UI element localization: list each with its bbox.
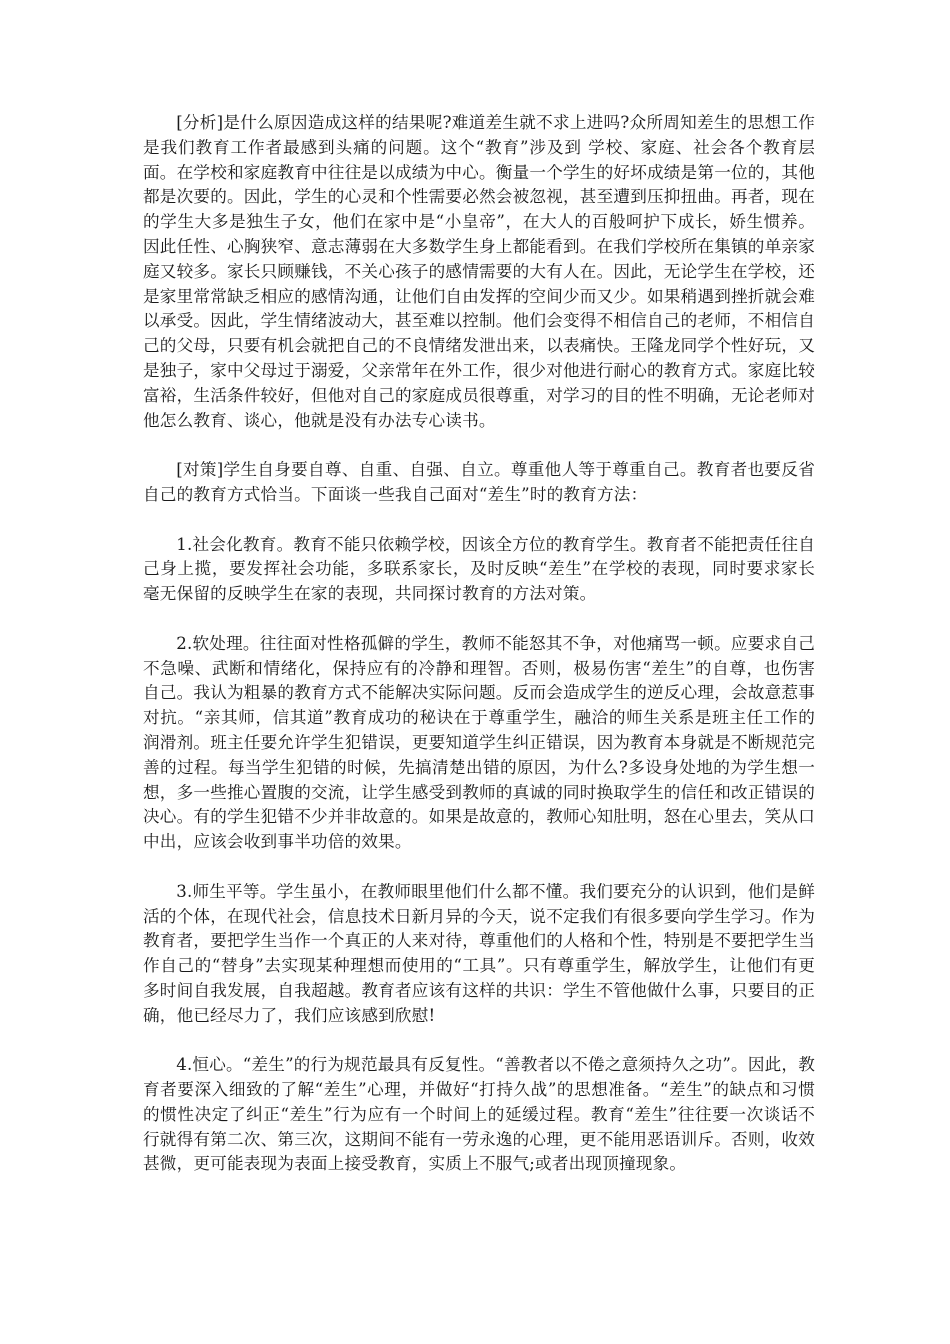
paragraph-point-2: 2.软处理。往往面对性格孤僻的学生，教师不能怒其不争，对他痛骂一顿。应要求自己不急噪、武断和情绪化，保持应有的冷静和理智。否则，极易伤害“差生”的自尊，也伤害自己。我认为粗暴的教育方式不能解决实际问题。反而会造成学生的逆反心理，会故意惹事对抗。“亲其师，信其道”教育成功的秘诀在于尊重学生，融洽的师生关系是班主任工作的润滑剂。班主任要允许学生犯错误，更要知道学生纠正错误，因为教育本身就是不断规范完善的过程。每当学生犯错的时候，先搞清楚出错的原因，为什么?多设身处地的为学生想一想，多一些推心置腹的交流，让学生感受到教师的真诚的同时换取学生的信任和改正错误的决心。有的学生犯错不少并非故意的。如果是故意的，教师心知肚明，怒在心里去，笑从口中出，应该会收到事半功倍的效果。 — [143, 633, 815, 852]
paragraph-point-3: 3.师生平等。学生虽小，在教师眼里他们什么都不懂。我们要充分的认识到，他们是鲜活的个体，在现代社会，信息技术日新月异的今天，说不定我们有很多要向学生学习。作为教育者，要把学生当作一个真正的人来对待，尊重他们的人格和个性，特别是不要把学生当作自己的“替身”去实现某种理想而使用的“工具”。只有尊重学生，解放学生，让他们有更多时间自我发展，自我超越。教育者应该有这样的共识：学生不管他做什么事，只要目的正确，他已经尽力了，我们应该感到欣慰! — [143, 881, 815, 1025]
paragraph-strategy: [对策]学生自身要自尊、自重、自强、自立。尊重他人等于尊重自己。教育者也要反省自己的教育方式恰当。下面谈一些我自己面对“差生”时的教育方法： — [143, 460, 815, 504]
paragraph-point-4: 4.恒心。“差生”的行为规范最具有反复性。“善教者以不倦之意须持久之功”。因此，教育者要深入细致的了解“差生”心理，并做好“打持久战”的思想准备。“差生”的缺点和习惯的惯性决定了纠正“差生”行为应有一个时间上的延缓过程。教育“差生”往往要一次谈话不行就得有第二次、第三次，这期间不能有一劳永逸的心理，更不能用恶语训斥。否则，收效甚微，更可能表现为表面上接受教育，实质上不服气;或者出现顶撞现象。 — [143, 1055, 815, 1174]
paragraph-analysis: [分析]是什么原因造成这样的结果呢?难道差生就不求上进吗?众所周知差生的思想工作是我们教育工作者最感到头痛的问题。这个“教育”涉及到 学校、家庭、社会各个教育层面。在学校和家庭教育中往往是以成绩为中心。衡量一个学生的好坏成绩是第一位的，其他都是次要的。因此，学生的心灵和个性需要必然会被忽视，甚至遭到压抑扭曲。再者，现在的学生大多是独生子女，他们在家中是“小皇帝”，在大人的百般呵护下成长，娇生惯养。因此任性、心胸狭窄、意志薄弱在大多数学生身上都能看到。在我们学校所在集镇的单亲家庭又较多。家长只顾赚钱，不关心孩子的感情需要的大有人在。因此，无论学生在学校，还是家里常常缺乏相应的感情沟通，让他们自由发挥的空间少而又少。如果稍遇到挫折就会难以承受。因此，学生情绪波动大，甚至难以控制。他们会变得不相信自己的老师，不相信自己的父母，只要有机会就把自己的不良情绪发泄出来，以表痛快。王隆龙同学个性好玩，又是独子，家中父母过于溺爱，父亲常年在外工作，很少对他进行耐心的教育方式。家庭比较富裕，生活条件较好，但他对自己的家庭成员很尊重，对学习的目的性不明确，无论老师对他怎么教育、谈心，他就是没有办法专心读书。 — [143, 113, 815, 430]
paragraph-point-1: 1.社会化教育。教育不能只依赖学校，因该全方位的教育学生。教育者不能把责任往自己身上揽，要发挥社会功能，多联系家长，及时反映“差生”在学校的表现，同时要求家长毫无保留的反映学生在家的表现，共同探讨教育的方法对策。 — [143, 534, 815, 604]
document-body — [143, 111, 815, 1177]
